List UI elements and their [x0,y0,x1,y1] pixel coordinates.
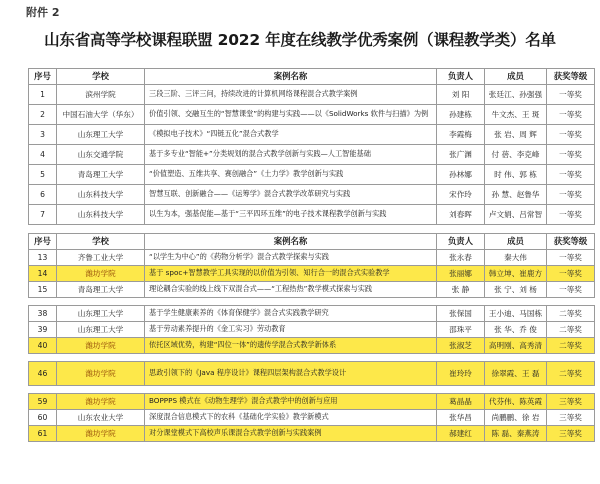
cell-leader: 张永春 [437,250,485,266]
cell-leader: 张保国 [437,306,485,322]
cell-school: 山东理工大学 [57,125,145,145]
cell-members: 徐翠霞、王 磊 [485,362,547,386]
cell-project: 对分课堂模式下高校声乐课混合式教学创新与实践案例 [145,426,437,442]
table-row [29,185,595,205]
cell-award: 一等奖 [547,250,595,266]
cell-no: 3 [29,125,57,145]
gap-cell [29,354,595,362]
gap-cell [29,298,595,306]
header-members: 成员 [485,69,547,85]
cell-project: 三段三阶、三评三问，持续改进的计算机网络课程混合式教学案例 [145,85,437,105]
cell-school: 潍坊学院 [57,362,145,386]
cell-school: 山东理工大学 [57,322,145,338]
header-row [29,69,595,85]
award-table-top [28,68,595,225]
header-no: 序号 [29,234,57,250]
table-row [29,145,595,165]
header-project: 案例名称 [145,69,437,85]
table-row [29,125,595,145]
cell-award: 三等奖 [547,426,595,442]
cell-award: 二等奖 [547,338,595,354]
header-award: 获奖等级 [547,69,595,85]
table-gap [29,386,595,394]
cell-leader: 邵珠平 [437,322,485,338]
cell-project: 思政引领下的《Java 程序设计》课程四层架构混合式教学设计 [145,362,437,386]
cell-members: 高明刚、高秀清 [485,338,547,354]
cell-no: 40 [29,338,57,354]
cell-leader: 葛晶晶 [437,394,485,410]
cell-project: 基于学生健康素养的《体育保健学》混合式实践教学研究 [145,306,437,322]
table-row [29,394,595,410]
cell-school: 山东科技大学 [57,185,145,205]
cell-award: 一等奖 [547,85,595,105]
cell-project: 深度混合信息模式下的农科《基础化学实验》教学新模式 [145,410,437,426]
cell-members: 张廷江、孙强强 [485,85,547,105]
cell-award: 一等奖 [547,185,595,205]
cell-members: 孙 慧、赵鲁华 [485,185,547,205]
cell-school: 中国石油大学（华东） [57,105,145,125]
cell-school: 潍坊学院 [57,266,145,282]
cell-no: 15 [29,282,57,298]
cell-members: 尚鹏鹏、徐 岩 [485,410,547,426]
table-row [29,205,595,225]
cell-project: 以生为本，强基促能—基于“三平四环五维”的电子技术课程教学创新与实践 [145,205,437,225]
cell-school: 齐鲁工业大学 [57,250,145,266]
cell-award: 二等奖 [547,322,595,338]
cell-no: 46 [29,362,57,386]
cell-members: 牛文杰、王 斑 [485,105,547,125]
cell-school: 潍坊学院 [57,338,145,354]
cell-award: 一等奖 [547,266,595,282]
cell-school: 潍坊学院 [57,426,145,442]
cell-award: 二等奖 [547,306,595,322]
cell-members: 张 宁、刘 杨 [485,282,547,298]
table-row [29,410,595,426]
cell-no: 38 [29,306,57,322]
table-row [29,426,595,442]
cell-no: 5 [29,165,57,185]
cell-no: 60 [29,410,57,426]
header-row [29,234,595,250]
cell-leader: 张淑芝 [437,338,485,354]
cell-school: 山东农业大学 [57,410,145,426]
cell-school: 滨州学院 [57,85,145,105]
cell-award: 三等奖 [547,394,595,410]
table-row [29,322,595,338]
cell-leader: 郝建红 [437,426,485,442]
cell-members: 陈 磊、秦燕涛 [485,426,547,442]
header-school: 学校 [57,234,145,250]
cell-members: 时 伟、郭 栋 [485,165,547,185]
table-row [29,338,595,354]
page-title: 山东省高等学校课程联盟 2022 年度在线教学优秀案例（课程教学类）名单 [44,31,556,49]
gap-cell [29,386,595,394]
cell-leader: 张丽娜 [437,266,485,282]
award-table-bottom [28,233,595,442]
cell-no: 1 [29,85,57,105]
cell-members: 卢文娟、吕常智 [485,205,547,225]
cell-leader: 李霞梅 [437,125,485,145]
header-no: 序号 [29,69,57,85]
cell-leader: 张华昌 [437,410,485,426]
table-row [29,105,595,125]
cell-award: 一等奖 [547,165,595,185]
cell-school: 山东科技大学 [57,205,145,225]
cell-award: 一等奖 [547,125,595,145]
cell-project: “以学生为中心”的《药物分析学》混合式教学探索与实践 [145,250,437,266]
cell-no: 6 [29,185,57,205]
header-school: 学校 [57,69,145,85]
cell-leader: 孙建栋 [437,105,485,125]
cell-project: 价值引领、交融互生的“智慧课堂”的构建与实践——以《SolidWorks 软件与扫描》为例 [145,105,437,125]
cell-leader: 崔玲玲 [437,362,485,386]
cell-project: “价值塑造、五维共享、赛创融合”《土力学》教学创新与实践 [145,165,437,185]
cell-project: 理论耦合实验的线上线下双混合式——“工程热热”教学模式探索与实践 [145,282,437,298]
table-row [29,165,595,185]
cell-project: 基于 spoc+智慧教学工具实现的以价值为引领、知行合一的混合式实验教学 [145,266,437,282]
cell-leader: 刘春晖 [437,205,485,225]
table-gap [29,298,595,306]
cell-project: 《模拟电子技术》“四链五化”混合式教学 [145,125,437,145]
cell-award: 二等奖 [547,362,595,386]
table-row [29,282,595,298]
table-row [29,250,595,266]
table-row [29,85,595,105]
header-leader: 负责人 [437,234,485,250]
cell-no: 59 [29,394,57,410]
table-row [29,306,595,322]
cell-no: 14 [29,266,57,282]
cell-no: 2 [29,105,57,125]
cell-leader: 宋作玲 [437,185,485,205]
header-award: 获奖等级 [547,234,595,250]
cell-members: 韩立坤、崔鹿方 [485,266,547,282]
cell-members: 秦大伟 [485,250,547,266]
attachment-label: 附件 2 [26,6,60,19]
cell-leader: 张广渊 [437,145,485,165]
table-row [29,266,595,282]
cell-members: 代芬伟、陈英霞 [485,394,547,410]
cell-leader: 张 静 [437,282,485,298]
cell-no: 39 [29,322,57,338]
cell-no: 13 [29,250,57,266]
table-gap [29,354,595,362]
cell-members: 王小迪、马国栋 [485,306,547,322]
cell-no: 7 [29,205,57,225]
cell-award: 一等奖 [547,205,595,225]
cell-members: 张 华、乔 俊 [485,322,547,338]
cell-award: 一等奖 [547,282,595,298]
cell-no: 4 [29,145,57,165]
cell-leader: 刘 阳 [437,85,485,105]
cell-project: 智慧互联、创新融合——《运筹学》混合式教学改革研究与实践 [145,185,437,205]
cell-award: 一等奖 [547,105,595,125]
cell-award: 三等奖 [547,410,595,426]
cell-project: 基于多专业“智能+”分类规划的混合式教学创新与实践—人工智能基础 [145,145,437,165]
cell-award: 一等奖 [547,145,595,165]
cell-project: 基于劳动素养提升的《金工实习》劳动教育 [145,322,437,338]
cell-school: 山东理工大学 [57,306,145,322]
cell-school: 青岛理工大学 [57,165,145,185]
header-members: 成员 [485,234,547,250]
cell-leader: 孙林娜 [437,165,485,185]
cell-school: 青岛理工大学 [57,282,145,298]
cell-school: 潍坊学院 [57,394,145,410]
cell-no: 61 [29,426,57,442]
cell-project: BOPPPS 模式在《动物生理学》混合式教学中的创新与应用 [145,394,437,410]
cell-members: 付 蓓、李克峰 [485,145,547,165]
header-project: 案例名称 [145,234,437,250]
cell-project: 依托区域优势，构建“四位一体”的遗传学混合式教学新体系 [145,338,437,354]
header-leader: 负责人 [437,69,485,85]
cell-members: 张 岩、周 辉 [485,125,547,145]
cell-school: 山东交通学院 [57,145,145,165]
table-row [29,362,595,386]
